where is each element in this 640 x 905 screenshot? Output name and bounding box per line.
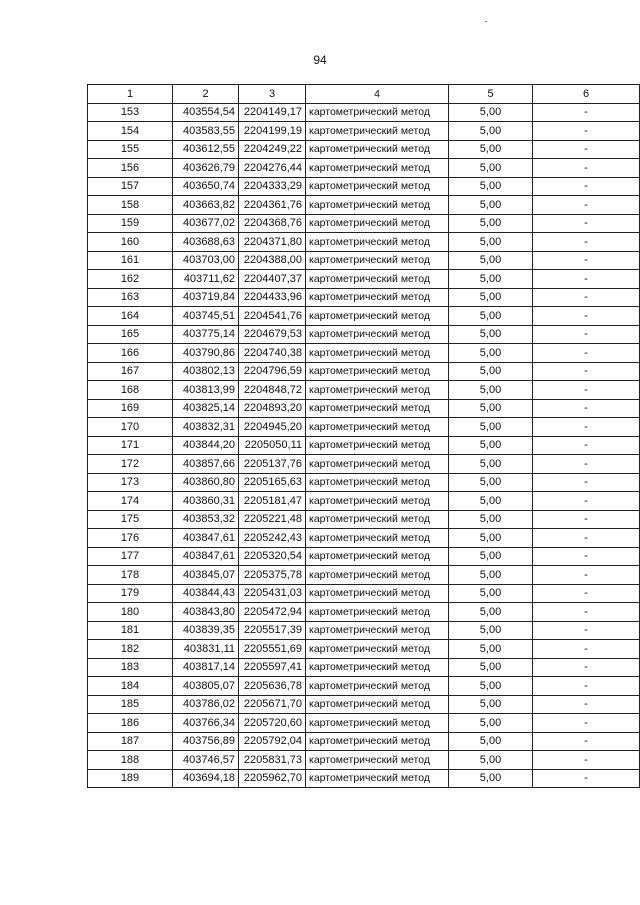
cell-y-coordinate: 2205320,54: [239, 547, 306, 566]
cell-note: -: [533, 159, 640, 178]
column-header-4: 4: [306, 85, 449, 104]
column-header-6: 6: [533, 85, 640, 104]
cell-y-coordinate: 2205517,39: [239, 621, 306, 640]
cell-accuracy: 5,00: [449, 566, 533, 585]
table-row: [88, 714, 640, 733]
table-row: [88, 640, 640, 659]
cell-accuracy: 5,00: [449, 418, 533, 437]
cell-point-number: 156: [88, 159, 173, 178]
cell-point-number: 157: [88, 177, 173, 196]
table-body: [88, 103, 640, 788]
cell-y-coordinate: 2204796,59: [239, 362, 306, 381]
table-row: [88, 695, 640, 714]
table-row: [88, 677, 640, 696]
table-row: [88, 732, 640, 751]
cell-accuracy: 5,00: [449, 251, 533, 270]
cell-point-number: 171: [88, 436, 173, 455]
cell-y-coordinate: 2204361,76: [239, 196, 306, 215]
cell-point-number: 168: [88, 381, 173, 400]
cell-point-number: 153: [88, 103, 173, 122]
cell-note: -: [533, 658, 640, 677]
page-number: 94: [313, 53, 327, 67]
table-row: [88, 103, 640, 122]
cell-method: картометрический метод: [306, 177, 449, 196]
cell-method: картометрический метод: [306, 122, 449, 141]
cell-accuracy: 5,00: [449, 492, 533, 511]
cell-x-coordinate: 403719,84: [173, 288, 239, 307]
cell-note: -: [533, 492, 640, 511]
cell-x-coordinate: 403786,02: [173, 695, 239, 714]
cell-x-coordinate: 403825,14: [173, 399, 239, 418]
cell-accuracy: 5,00: [449, 529, 533, 548]
cell-method: картометрический метод: [306, 344, 449, 363]
cell-accuracy: 5,00: [449, 177, 533, 196]
table-row: [88, 196, 640, 215]
cell-x-coordinate: 403745,51: [173, 307, 239, 326]
table-row: [88, 325, 640, 344]
cell-y-coordinate: 2205431,03: [239, 584, 306, 603]
cell-point-number: 158: [88, 196, 173, 215]
cell-point-number: 161: [88, 251, 173, 270]
cell-accuracy: 5,00: [449, 769, 533, 788]
column-header-1: 1: [88, 85, 173, 104]
cell-note: -: [533, 214, 640, 233]
cell-point-number: 173: [88, 473, 173, 492]
column-header-2: 2: [173, 85, 239, 104]
cell-y-coordinate: 2205720,60: [239, 714, 306, 733]
cell-y-coordinate: 2205636,78: [239, 677, 306, 696]
cell-y-coordinate: 2204149,17: [239, 103, 306, 122]
cell-x-coordinate: 403847,61: [173, 547, 239, 566]
cell-y-coordinate: 2205375,78: [239, 566, 306, 585]
cell-method: картометрический метод: [306, 251, 449, 270]
cell-x-coordinate: 403703,00: [173, 251, 239, 270]
table-row: [88, 307, 640, 326]
cell-method: картометрический метод: [306, 233, 449, 252]
cell-y-coordinate: 2205551,69: [239, 640, 306, 659]
cell-method: картометрический метод: [306, 436, 449, 455]
cell-x-coordinate: 403711,62: [173, 270, 239, 289]
cell-note: -: [533, 566, 640, 585]
cell-note: -: [533, 418, 640, 437]
cell-y-coordinate: 2204368,76: [239, 214, 306, 233]
cell-accuracy: 5,00: [449, 140, 533, 159]
cell-method: картометрический метод: [306, 584, 449, 603]
cell-y-coordinate: 2205671,70: [239, 695, 306, 714]
cell-note: -: [533, 455, 640, 474]
table-row: [88, 510, 640, 529]
table-row: [88, 233, 640, 252]
cell-accuracy: 5,00: [449, 640, 533, 659]
table-row: [88, 751, 640, 770]
cell-x-coordinate: 403831,11: [173, 640, 239, 659]
cell-x-coordinate: 403612,55: [173, 140, 239, 159]
cell-note: -: [533, 473, 640, 492]
table-row: [88, 658, 640, 677]
cell-point-number: 175: [88, 510, 173, 529]
table-row: [88, 455, 640, 474]
cell-x-coordinate: 403857,66: [173, 455, 239, 474]
cell-method: картометрический метод: [306, 677, 449, 696]
cell-method: картометрический метод: [306, 325, 449, 344]
cell-accuracy: 5,00: [449, 714, 533, 733]
cell-y-coordinate: 2205165,63: [239, 473, 306, 492]
cell-accuracy: 5,00: [449, 547, 533, 566]
cell-y-coordinate: 2205181,47: [239, 492, 306, 511]
cell-method: картометрический метод: [306, 103, 449, 122]
table-row: [88, 621, 640, 640]
cell-accuracy: 5,00: [449, 196, 533, 215]
table-row: [88, 529, 640, 548]
cell-accuracy: 5,00: [449, 325, 533, 344]
cell-method: картометрический метод: [306, 695, 449, 714]
cell-point-number: 172: [88, 455, 173, 474]
column-header-5: 5: [449, 85, 533, 104]
cell-note: -: [533, 695, 640, 714]
cell-accuracy: 5,00: [449, 603, 533, 622]
cell-x-coordinate: 403790,86: [173, 344, 239, 363]
cell-x-coordinate: 403802,13: [173, 362, 239, 381]
cell-note: -: [533, 640, 640, 659]
cell-point-number: 174: [88, 492, 173, 511]
cell-point-number: 183: [88, 658, 173, 677]
table-row: [88, 344, 640, 363]
cell-accuracy: 5,00: [449, 270, 533, 289]
cell-point-number: 178: [88, 566, 173, 585]
cell-point-number: 180: [88, 603, 173, 622]
cell-y-coordinate: 2204740,38: [239, 344, 306, 363]
cell-method: картометрический метод: [306, 658, 449, 677]
table-row: [88, 270, 640, 289]
cell-note: -: [533, 584, 640, 603]
cell-note: -: [533, 529, 640, 548]
cell-method: картометрический метод: [306, 510, 449, 529]
cell-note: -: [533, 769, 640, 788]
cell-accuracy: 5,00: [449, 658, 533, 677]
cell-y-coordinate: 2204893,20: [239, 399, 306, 418]
cell-method: картометрический метод: [306, 455, 449, 474]
cell-method: картометрический метод: [306, 566, 449, 585]
cell-method: картометрический метод: [306, 362, 449, 381]
cell-note: -: [533, 621, 640, 640]
table-row: [88, 769, 640, 788]
cell-note: -: [533, 714, 640, 733]
cell-method: картометрический метод: [306, 307, 449, 326]
table-row: [88, 566, 640, 585]
cell-method: картометрический метод: [306, 270, 449, 289]
cell-point-number: 181: [88, 621, 173, 640]
cell-x-coordinate: 403853,32: [173, 510, 239, 529]
cell-y-coordinate: 2204541,76: [239, 307, 306, 326]
header-row: [88, 85, 640, 104]
table-row: [88, 418, 640, 437]
cell-note: -: [533, 436, 640, 455]
table-row: [88, 140, 640, 159]
cell-accuracy: 5,00: [449, 344, 533, 363]
cell-method: картометрический метод: [306, 621, 449, 640]
cell-y-coordinate: 2204407,37: [239, 270, 306, 289]
cell-point-number: 185: [88, 695, 173, 714]
cell-method: картометрический метод: [306, 769, 449, 788]
cell-y-coordinate: 2204679,53: [239, 325, 306, 344]
cell-x-coordinate: 403817,14: [173, 658, 239, 677]
cell-note: -: [533, 510, 640, 529]
cell-note: -: [533, 177, 640, 196]
cell-x-coordinate: 403650,74: [173, 177, 239, 196]
cell-method: картометрический метод: [306, 732, 449, 751]
cell-method: картометрический метод: [306, 714, 449, 733]
cell-point-number: 169: [88, 399, 173, 418]
cell-note: -: [533, 751, 640, 770]
cell-note: -: [533, 325, 640, 344]
cell-method: картометрический метод: [306, 140, 449, 159]
table-row: [88, 603, 640, 622]
cell-method: картометрический метод: [306, 751, 449, 770]
cell-x-coordinate: 403847,61: [173, 529, 239, 548]
cell-accuracy: 5,00: [449, 473, 533, 492]
cell-x-coordinate: 403844,43: [173, 584, 239, 603]
cell-point-number: 155: [88, 140, 173, 159]
cell-accuracy: 5,00: [449, 621, 533, 640]
cell-y-coordinate: 2205137,76: [239, 455, 306, 474]
cell-x-coordinate: 403756,89: [173, 732, 239, 751]
cell-point-number: 166: [88, 344, 173, 363]
cell-y-coordinate: 2205962,70: [239, 769, 306, 788]
table-row: [88, 362, 640, 381]
cell-accuracy: 5,00: [449, 122, 533, 141]
coordinates-table: [87, 84, 640, 788]
cell-x-coordinate: 403860,80: [173, 473, 239, 492]
cell-note: -: [533, 362, 640, 381]
cell-note: -: [533, 196, 640, 215]
cell-point-number: 165: [88, 325, 173, 344]
cell-x-coordinate: 403832,31: [173, 418, 239, 437]
cell-point-number: 184: [88, 677, 173, 696]
cell-accuracy: 5,00: [449, 732, 533, 751]
table-row: [88, 159, 640, 178]
cell-y-coordinate: 2204945,20: [239, 418, 306, 437]
cell-point-number: 179: [88, 584, 173, 603]
cell-point-number: 163: [88, 288, 173, 307]
cell-y-coordinate: 2204848,72: [239, 381, 306, 400]
cell-x-coordinate: 403583,55: [173, 122, 239, 141]
cell-accuracy: 5,00: [449, 584, 533, 603]
cell-note: -: [533, 307, 640, 326]
cell-y-coordinate: 2204371,80: [239, 233, 306, 252]
cell-accuracy: 5,00: [449, 399, 533, 418]
cell-x-coordinate: 403839,35: [173, 621, 239, 640]
cell-note: -: [533, 251, 640, 270]
cell-method: картометрический метод: [306, 547, 449, 566]
cell-point-number: 182: [88, 640, 173, 659]
cell-y-coordinate: 2205597,41: [239, 658, 306, 677]
table-row: [88, 251, 640, 270]
column-header-3: 3: [239, 85, 306, 104]
cell-y-coordinate: 2204433,96: [239, 288, 306, 307]
cell-point-number: 170: [88, 418, 173, 437]
cell-note: -: [533, 288, 640, 307]
cell-method: картометрический метод: [306, 603, 449, 622]
table-row: [88, 547, 640, 566]
cell-x-coordinate: 403694,18: [173, 769, 239, 788]
cell-y-coordinate: 2205050,11: [239, 436, 306, 455]
table-row: [88, 381, 640, 400]
cell-x-coordinate: 403843,80: [173, 603, 239, 622]
cell-method: картометрический метод: [306, 196, 449, 215]
cell-method: картометрический метод: [306, 381, 449, 400]
cell-note: -: [533, 103, 640, 122]
cell-note: -: [533, 547, 640, 566]
cell-note: -: [533, 732, 640, 751]
cell-method: картометрический метод: [306, 473, 449, 492]
cell-y-coordinate: 2204333,29: [239, 177, 306, 196]
cell-accuracy: 5,00: [449, 751, 533, 770]
cell-accuracy: 5,00: [449, 214, 533, 233]
table-row: [88, 214, 640, 233]
cell-x-coordinate: 403813,99: [173, 381, 239, 400]
cell-point-number: 162: [88, 270, 173, 289]
table-row: [88, 436, 640, 455]
cell-point-number: 167: [88, 362, 173, 381]
table-row: [88, 177, 640, 196]
cell-point-number: 188: [88, 751, 173, 770]
cell-method: картометрический метод: [306, 492, 449, 511]
cell-x-coordinate: 403766,34: [173, 714, 239, 733]
table-header: [88, 85, 640, 104]
cell-point-number: 177: [88, 547, 173, 566]
cell-accuracy: 5,00: [449, 103, 533, 122]
cell-note: -: [533, 140, 640, 159]
cell-point-number: 186: [88, 714, 173, 733]
table-row: [88, 399, 640, 418]
cell-method: картометрический метод: [306, 214, 449, 233]
cell-y-coordinate: 2205792,04: [239, 732, 306, 751]
cell-method: картометрический метод: [306, 159, 449, 178]
cell-point-number: 189: [88, 769, 173, 788]
cell-y-coordinate: 2204199,19: [239, 122, 306, 141]
cell-note: -: [533, 677, 640, 696]
cell-y-coordinate: 2205831,73: [239, 751, 306, 770]
cell-x-coordinate: 403626,79: [173, 159, 239, 178]
cell-y-coordinate: 2204388,00: [239, 251, 306, 270]
cell-accuracy: 5,00: [449, 159, 533, 178]
cell-x-coordinate: 403677,02: [173, 214, 239, 233]
cell-note: -: [533, 122, 640, 141]
table-row: [88, 122, 640, 141]
cell-y-coordinate: 2205472,94: [239, 603, 306, 622]
cell-accuracy: 5,00: [449, 381, 533, 400]
cell-note: -: [533, 399, 640, 418]
cell-x-coordinate: 403663,82: [173, 196, 239, 215]
cell-point-number: 160: [88, 233, 173, 252]
cell-y-coordinate: 2205242,43: [239, 529, 306, 548]
cell-point-number: 164: [88, 307, 173, 326]
cell-note: -: [533, 381, 640, 400]
cell-accuracy: 5,00: [449, 455, 533, 474]
cell-note: -: [533, 344, 640, 363]
table-row: [88, 288, 640, 307]
cell-x-coordinate: 403860,31: [173, 492, 239, 511]
cell-accuracy: 5,00: [449, 677, 533, 696]
cell-accuracy: 5,00: [449, 510, 533, 529]
cell-x-coordinate: 403554,54: [173, 103, 239, 122]
table-row: [88, 492, 640, 511]
cell-method: картометрический метод: [306, 399, 449, 418]
cell-accuracy: 5,00: [449, 288, 533, 307]
cell-accuracy: 5,00: [449, 695, 533, 714]
cell-method: картометрический метод: [306, 640, 449, 659]
cell-method: картометрический метод: [306, 418, 449, 437]
cell-method: картометрический метод: [306, 288, 449, 307]
cell-point-number: 187: [88, 732, 173, 751]
table-row: [88, 584, 640, 603]
cell-accuracy: 5,00: [449, 436, 533, 455]
cell-x-coordinate: 403805,07: [173, 677, 239, 696]
cell-x-coordinate: 403845,07: [173, 566, 239, 585]
cell-y-coordinate: 2204249,22: [239, 140, 306, 159]
cell-note: -: [533, 233, 640, 252]
table-row: [88, 473, 640, 492]
cell-point-number: 154: [88, 122, 173, 141]
cell-accuracy: 5,00: [449, 307, 533, 326]
cell-accuracy: 5,00: [449, 233, 533, 252]
cell-x-coordinate: 403844,20: [173, 436, 239, 455]
cell-accuracy: 5,00: [449, 362, 533, 381]
cell-method: картометрический метод: [306, 529, 449, 548]
cell-x-coordinate: 403775,14: [173, 325, 239, 344]
cell-y-coordinate: 2205221,48: [239, 510, 306, 529]
cell-x-coordinate: 403688,63: [173, 233, 239, 252]
cell-note: -: [533, 603, 640, 622]
cell-point-number: 176: [88, 529, 173, 548]
cell-point-number: 159: [88, 214, 173, 233]
cell-x-coordinate: 403746,57: [173, 751, 239, 770]
scan-speck: [485, 21, 487, 22]
cell-y-coordinate: 2204276,44: [239, 159, 306, 178]
cell-note: -: [533, 270, 640, 289]
